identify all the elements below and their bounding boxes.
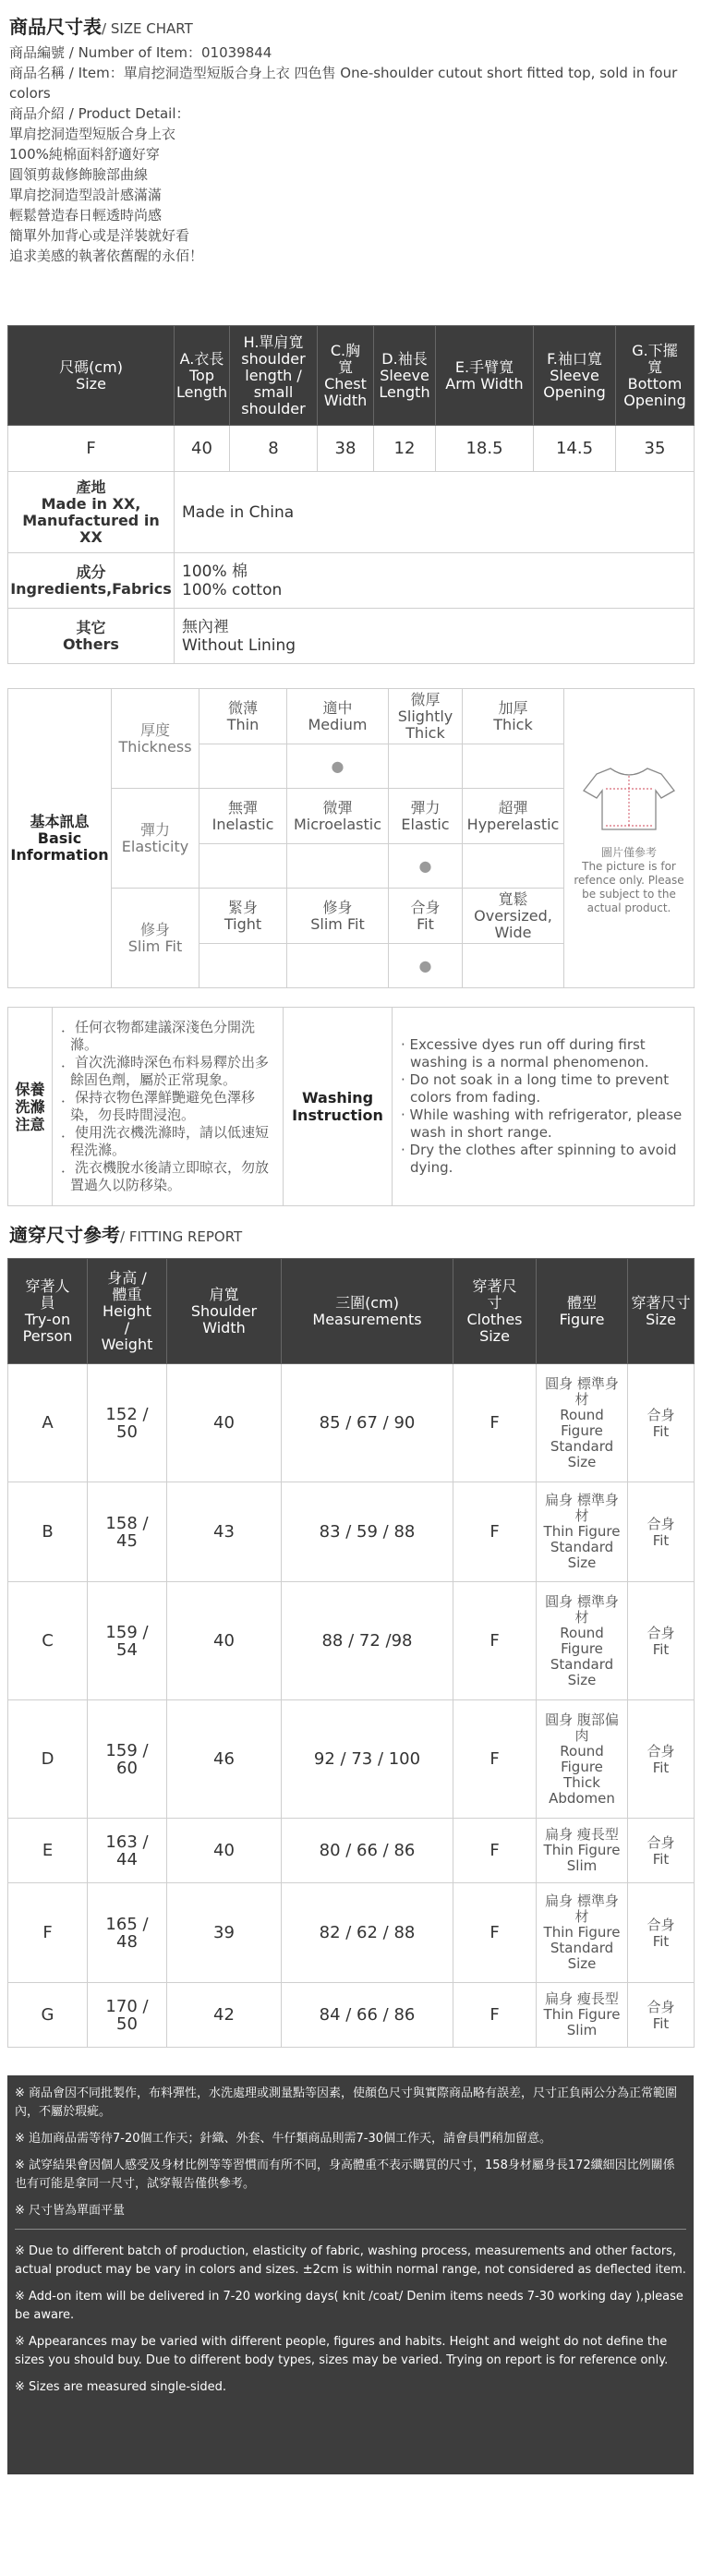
fitting-size-cell: F [453,1582,537,1700]
note-item: ※ Sizes are measured single-sided. [15,2380,227,2394]
fitting-meas-cell: 85 / 67 / 90 [282,1364,453,1482]
size-cell: 14.5 [534,426,616,472]
fitting-column-header: 體型 Figure [537,1259,628,1364]
fitting-figure-cell: 扁身 瘦長型 Thin Figure Slim [537,1819,628,1883]
size-cell: 40 [175,426,230,472]
fitting-column-header: 三圍(cm) Measurements [282,1259,453,1364]
fitting-meas-cell: 84 / 66 / 86 [282,1983,453,2048]
fitting-row [8,1883,695,1983]
size-column-header: C.胸 寬 Chest Width [318,326,374,426]
product-detail-lines [9,124,692,266]
note-item: ※ Add-on item will be delivered in 7-20 working days( knit /coat/ Denim items needs 7-30 working day ),please be aware. [15,2290,683,2322]
product-detail-label: 商品介紹 / Product Detail： [9,105,190,122]
attribute-option: 無彈 Inelastic [199,789,287,844]
care-item: · Do not soak in a long time to prevent colors from fading. [401,1071,670,1106]
size-cell: 38 [318,426,374,472]
attribute-label: 修身 Slim Fit [112,889,199,988]
fitting-table [7,1258,695,2048]
fitting-fit-cell: 合身 Fit [628,1482,695,1582]
ingredients-row [8,553,695,609]
note-item: ※ 商品會因不同批製作，布料彈性，水洗處理或測量點等因素，使顏色尺寸與實際商品略有誤差，尺寸正負兩公分為正常範圍內，不屬於瑕疵。 [15,2086,678,2119]
size-column-header: G.下擺 寬 Bottom Opening [616,326,695,426]
care-item: ．使用洗衣機洗滌時，請以低速短程洗滌。 [61,1124,270,1158]
fitting-figure-cell: 扁身 標準身 材 Thin Figure Standard Size [537,1883,628,1983]
fitting-size-cell: F [453,1364,537,1482]
fitting-table-header [8,1259,695,1364]
size-table [7,325,695,664]
fitting-fit-cell: 合身 Fit [628,1582,695,1700]
origin-value: Made in China [175,472,695,553]
attribute-option: 適中 Medium [287,689,389,744]
empty-marker [199,744,287,789]
care-list-cn [53,1008,284,1206]
notes-box [7,2075,694,2474]
empty-marker [463,744,564,789]
product-detail-line: 追求美感的執著依舊醒的永佰！ [9,248,204,264]
fitting-size-cell: F [453,1883,537,1983]
fitting-fit-cell: 合身 Fit [628,1364,695,1482]
product-detail-line: 100%純棉面料舒適好穿 [9,146,160,163]
selected-marker: ● [389,944,463,988]
empty-marker [389,744,463,789]
size-cell: F [8,426,175,472]
fitting-size-cell: F [453,1482,537,1582]
fitting-hw-cell: 170 / 50 [88,1983,167,2048]
washing-instruction-title: Washing Instruction [284,1008,393,1206]
fitting-column-header: 穿著尺寸 Size [628,1259,695,1364]
origin-row [8,472,695,553]
size-column-header: D.袖長 Sleeve Length [374,326,436,426]
basic-info-table [7,688,695,988]
fitting-figure-cell: 扁身 瘦長型 Thin Figure Slim [537,1983,628,2048]
fitting-column-header: 穿著尺 寸 Clothes Size [453,1259,537,1364]
tshirt-diagram-icon [578,761,680,835]
attribute-option: 加厚 Thick [463,689,564,744]
care-item: ．洗衣機脫水後請立即晾衣，勿放置過久以防移染。 [61,1159,270,1193]
care-item: · While washing with refrigerator, please wash in short range. [401,1107,683,1141]
attribute-label: 厚度 Thickness [112,689,199,789]
fitting-shoulder-cell: 46 [167,1700,282,1819]
fitting-hw-cell: 163 / 44 [88,1819,167,1883]
fitting-row [8,1983,695,2048]
fitting-row [8,1819,695,1883]
fitting-hw-cell: 158 / 45 [88,1482,167,1582]
picture-note: 圖片僅參考 The picture is for refence only. Please be subject to the actual product. [574,846,684,914]
fitting-shoulder-cell: 42 [167,1983,282,2048]
product-detail-line: 圓領剪裁修飾臉部曲線 [9,166,149,183]
fitting-column-header: 肩寬 Shoulder Width [167,1259,282,1364]
care-item: · Excessive dyes run off during first washing is a normal phenomenon. [401,1036,649,1070]
fitting-shoulder-cell: 43 [167,1482,282,1582]
care-item: ．首次洗滌時深色布料易釋於出多餘固色劑，屬於正常現象。 [61,1054,270,1088]
empty-marker [463,944,564,988]
item-number: 商品編號 / Number of Item：01039844 [9,44,272,61]
note-item: ※ Appearances may be varied with different people, figures and habits. Height and weight do not define the sizes you should buy. Due to different body types, sizes may be varied. Trying on report is for reference only. [15,2335,669,2367]
fitting-figure-cell: 圓身 腹部偏 肉 Round Figure Thick Abdomen [537,1700,628,1819]
care-title: 保養 洗滌 注意 [8,1008,53,1206]
size-column-header: F.袖口寬 Sleeve Opening [534,326,616,426]
size-cell: 18.5 [436,426,534,472]
note-item: ※ 試穿結果會因個人感受及身材比例等等習慣而有所不同，身高體重不表示購買的尺寸，158身材屬身長172纖細因比例關係也有可能是拿同一尺寸，試穿報告僅供參考。 [15,2159,675,2191]
others-value: 無內裡 Without Lining [175,609,695,664]
fitting-meas-cell: 83 / 59 / 88 [282,1482,453,1582]
fitting-size-cell: F [453,1700,537,1819]
fitting-size-cell: F [453,1819,537,1883]
attribute-option: 寬鬆 Oversized, Wide [463,889,564,944]
fitting-row [8,1364,695,1482]
empty-marker [463,844,564,889]
product-detail-line: 單肩挖洞造型短版合身上衣 [9,126,176,142]
ingredients-label: 成分 Ingredients,Fabrics [8,553,175,609]
empty-marker [287,944,389,988]
fitting-hw-cell: 165 / 48 [88,1883,167,1983]
attribute-option: 超彈 Hyperelastic [463,789,564,844]
size-cell: 8 [230,426,318,472]
fitting-person-cell: F [8,1883,88,1983]
empty-marker [287,844,389,889]
attribute-option: 彈力 Elastic [389,789,463,844]
size-column-header: H.單肩寬 shoulder length / small shoulder [230,326,318,426]
attribute-option: 合身 Fit [389,889,463,944]
attribute-option: 修身 Slim Fit [287,889,389,944]
product-detail-line: 單肩挖洞造型設計感滿滿 [9,187,163,203]
fitting-person-cell: G [8,1983,88,2048]
product-header [0,0,701,266]
selected-marker: ● [389,844,463,889]
care-item: ．任何衣物都建議深淺色分開洗滌。 [61,1019,256,1053]
size-column-header: E.手臂寬 Arm Width [436,326,534,426]
fitting-column-header: 穿著人 員 Try-on Person [8,1259,88,1364]
size-table-header [8,326,695,426]
size-column-header: A.衣長 Top Length [175,326,230,426]
fitting-figure-cell: 圓身 標準身 材 Round Figure Standard Size [537,1364,628,1482]
fitting-row [8,1700,695,1819]
fitting-person-cell: E [8,1819,88,1883]
fitting-fit-cell: 合身 Fit [628,1883,695,1983]
fitting-row [8,1582,695,1700]
care-list-en [393,1008,695,1206]
attribute-option: 微薄 Thin [199,689,287,744]
fitting-meas-cell: 88 / 72 /98 [282,1582,453,1700]
fitting-meas-cell: 80 / 66 / 86 [282,1819,453,1883]
garment-diagram [564,689,695,988]
fitting-size-cell: F [453,1983,537,2048]
fitting-shoulder-cell: 39 [167,1883,282,1983]
size-column-header: 尺碼(cm) Size [8,326,175,426]
fitting-hw-cell: 152 / 50 [88,1364,167,1482]
attribute-option: 微彈 Microelastic [287,789,389,844]
fitting-shoulder-cell: 40 [167,1582,282,1700]
ingredients-value: 100% 棉 100% cotton [175,553,695,609]
fitting-person-cell: B [8,1482,88,1582]
attribute-option: 微厚 Slightly Thick [389,689,463,744]
fitting-meas-cell: 92 / 73 / 100 [282,1700,453,1819]
item-name: 商品名稱 / Item：單肩挖洞造型短版合身上衣 四色售 One-shoulder cutout short fitted top, sold in four colors [9,65,678,102]
product-detail-line: 簡單外加背心或是洋裝就好看 [9,227,190,244]
others-row [8,609,695,664]
fitting-person-cell: A [8,1364,88,1482]
size-cell: 35 [616,426,695,472]
attribute-label: 彈力 Elasticity [112,789,199,889]
empty-marker [199,844,287,889]
fitting-row [8,1482,695,1582]
note-item: ※ 尺寸皆為單面平量 [15,2204,126,2218]
notes-divider [15,2229,686,2230]
fitting-shoulder-cell: 40 [167,1364,282,1482]
empty-marker [199,944,287,988]
product-detail-line: 輕鬆營造春日輕透時尚感 [9,207,163,224]
care-item: · Dry the clothes after spinning to avoid dying. [401,1142,677,1176]
fitting-fit-cell: 合身 Fit [628,1700,695,1819]
fitting-hw-cell: 159 / 54 [88,1582,167,1700]
note-item: ※ 追加商品需等待7-20個工作天；針織、外套、牛仔類商品則需7-30個工作天，請會員們稍加留意。 [15,2132,552,2146]
origin-label: 產地 Made in XX, Manufactured in XX [8,472,175,553]
fitting-column-header: 身高 / 體重 Height / Weight [88,1259,167,1364]
fitting-shoulder-cell: 40 [167,1819,282,1883]
fitting-report-title: 適穿尺寸參考/ FITTING REPORT [9,1224,243,1246]
others-label: 其它 Others [8,609,175,664]
fitting-meas-cell: 82 / 62 / 88 [282,1883,453,1983]
fitting-fit-cell: 合身 Fit [628,1983,695,2048]
washing-table [7,1007,695,1206]
fitting-fit-cell: 合身 Fit [628,1819,695,1883]
size-cell: 12 [374,426,436,472]
attribute-option: 緊身 Tight [199,889,287,944]
note-item: ※ Due to different batch of production, elasticity of fabric, washing process, measurements and other factors, actual product may be vary in colors and sizes. ±2cm is within normal range, not considered as deflected item. [15,2244,686,2277]
selected-marker: ● [287,744,389,789]
fitting-hw-cell: 159 / 60 [88,1700,167,1819]
fitting-person-cell: D [8,1700,88,1819]
fitting-figure-cell: 圓身 標準身 材 Round Figure Standard Size [537,1582,628,1700]
fitting-figure-cell: 扁身 標準身 材 Thin Figure Standard Size [537,1482,628,1582]
size-table-row [8,426,695,472]
fitting-person-cell: C [8,1582,88,1700]
size-chart-title: 商品尺寸表/ SIZE CHART [9,16,193,38]
care-item: ．保持衣物色澤鮮艷避免色澤移染，勿長時間浸泡。 [61,1089,256,1123]
basic-info-title: 基本訊息 Basic Information [8,689,112,988]
